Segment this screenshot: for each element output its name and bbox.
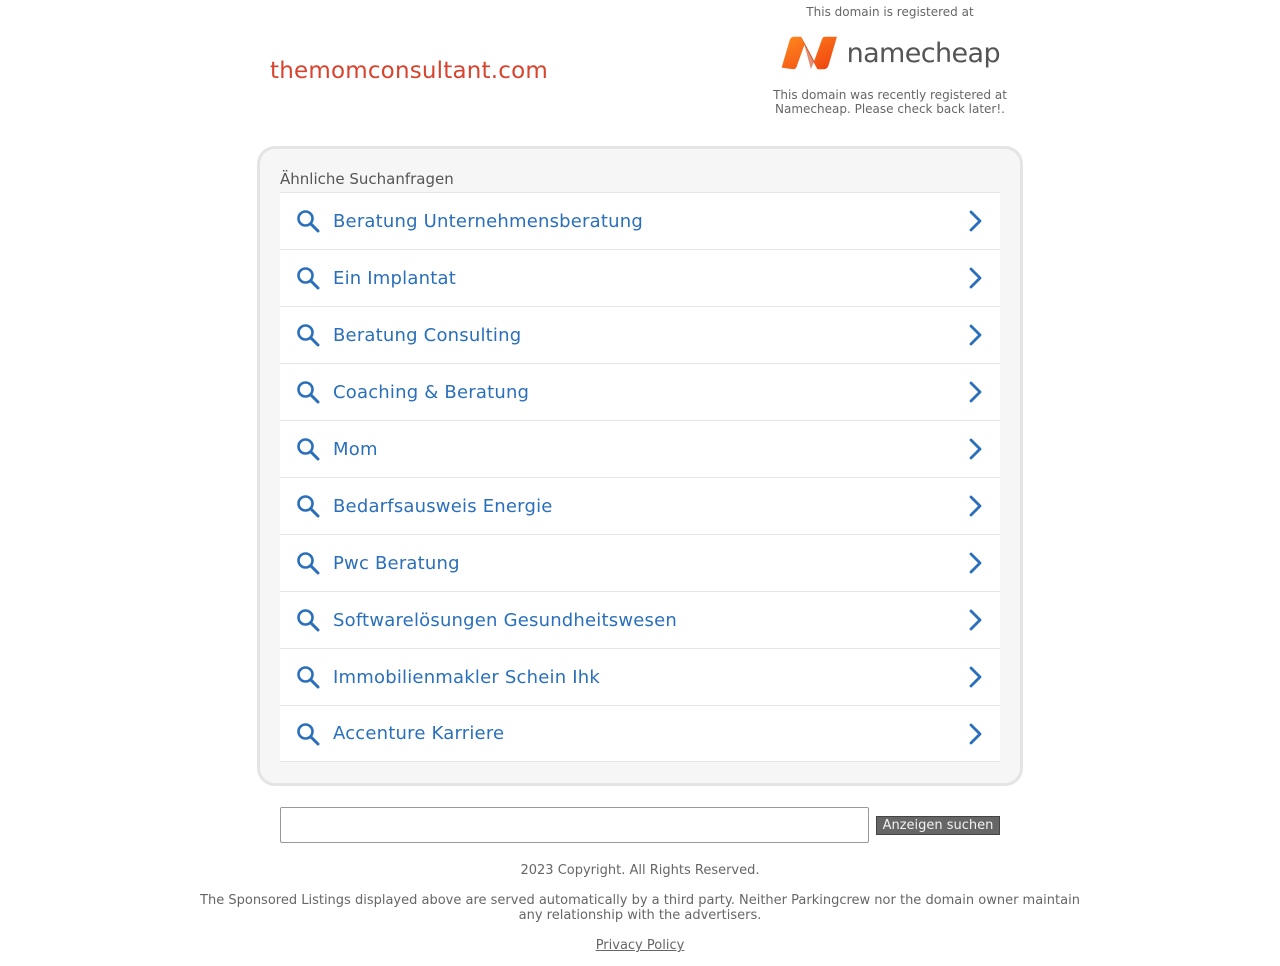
search-icon	[296, 722, 320, 746]
related-searches-panel	[257, 146, 1023, 786]
namecheap-mark-icon	[780, 33, 839, 73]
related-search-label: Beratung Consulting	[333, 324, 522, 346]
related-search-link[interactable]	[280, 363, 1000, 420]
namecheap-wordmark: namecheap	[846, 37, 1000, 69]
chevron-right-icon	[968, 267, 982, 289]
related-search-label: Softwarelösungen Gesundheitswesen	[333, 609, 678, 631]
search-icon	[296, 323, 320, 347]
related-search-label: Beratung Unternehmensberatung	[333, 210, 643, 232]
search-icon	[296, 494, 320, 518]
registrar-box	[760, 4, 1020, 116]
chevron-right-icon	[968, 723, 982, 745]
ad-search-input[interactable]	[280, 807, 869, 843]
search-icon	[296, 380, 320, 404]
registrar-intro: This domain is registered at	[806, 5, 974, 19]
chevron-right-icon	[968, 666, 982, 688]
related-search-label: Pwc Beratung	[333, 552, 460, 574]
related-search-label: Ein Implantat	[333, 267, 456, 289]
namecheap-logo[interactable]	[780, 30, 1000, 76]
related-search-link[interactable]	[280, 477, 1000, 534]
chevron-right-icon	[968, 552, 982, 574]
search-icon	[296, 665, 320, 689]
search-icon	[296, 437, 320, 461]
privacy-policy-link[interactable]: Privacy Policy	[595, 938, 685, 953]
registrar-note: This domain was recently registered at Namecheap. Please check back later!.	[773, 88, 1007, 116]
related-search-link[interactable]	[280, 534, 1000, 591]
related-search-link[interactable]	[280, 192, 1000, 249]
chevron-right-icon	[968, 438, 982, 460]
chevron-right-icon	[968, 324, 982, 346]
related-search-label: Mom	[333, 438, 378, 460]
chevron-right-icon	[968, 210, 982, 232]
footer-disclaimer: The Sponsored Listings displayed above are served automatically by a third party. Neither Parkingcrew nor the domain owner maintain any relationship with the advertisers.	[200, 893, 1080, 923]
related-search-link[interactable]	[280, 306, 1000, 363]
search-icon	[296, 608, 320, 632]
related-search-link[interactable]	[280, 705, 1000, 762]
ad-search-form	[280, 807, 1000, 843]
related-search-label: Bedarfsausweis Energie	[333, 495, 553, 517]
footer-copyright: 2023 Copyright. All Rights Reserved.	[520, 863, 760, 878]
search-icon	[296, 551, 320, 575]
related-search-link[interactable]	[280, 591, 1000, 648]
search-icon	[296, 209, 320, 233]
footer-privacy	[0, 938, 1280, 953]
chevron-right-icon	[968, 495, 982, 517]
ad-search-button[interactable]: Anzeigen suchen	[876, 816, 1000, 835]
domain-title: themomconsultant.com	[270, 58, 549, 84]
search-icon	[296, 266, 320, 290]
related-search-link[interactable]	[280, 420, 1000, 477]
chevron-right-icon	[968, 609, 982, 631]
related-searches-heading: Ähnliche Suchanfragen	[280, 170, 454, 188]
related-search-link[interactable]	[280, 249, 1000, 306]
chevron-right-icon	[968, 381, 982, 403]
related-searches-list	[280, 192, 1000, 762]
related-search-label: Accenture Karriere	[333, 723, 505, 744]
related-search-label: Coaching & Beratung	[333, 381, 530, 403]
related-search-link[interactable]	[280, 648, 1000, 705]
related-search-label: Immobilienmakler Schein Ihk	[333, 666, 600, 688]
